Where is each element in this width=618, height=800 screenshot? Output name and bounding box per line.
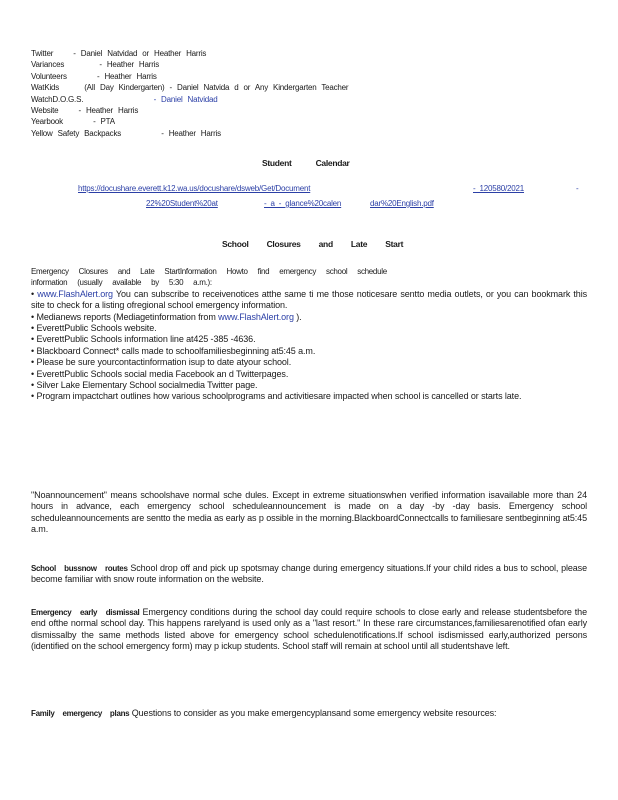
list-item: • Program impactchart outlines how various schoolprograms and activitiesare impacted when school is cancelled or starts late. xyxy=(31,391,522,402)
family-plans-heading: Family emergency plans xyxy=(31,709,130,718)
closures-section xyxy=(31,266,587,403)
bus-routes-text: School drop off and pick up spotsmay change during emergency situations.If your child rides a bus to school, please become familiar with snow route information on the website. xyxy=(31,563,587,585)
role-contact: - Heather Harris xyxy=(78,106,139,116)
role-row xyxy=(31,128,348,139)
flashalert-link[interactable]: www.FlashAlert.org xyxy=(37,288,113,299)
calendar-heading: Student Calendar xyxy=(262,158,350,168)
role-label: Twitter xyxy=(31,49,54,58)
role-row xyxy=(31,59,348,70)
bus-routes-heading: School bussnow routes xyxy=(31,564,128,573)
calendar-link-line2[interactable]: 22%20Student%20at xyxy=(146,199,218,208)
role-contact: - Heather Harris xyxy=(96,71,157,81)
role-contact: - Heather Harris xyxy=(161,128,221,138)
closures-lead: Emergency Closures and Late StartInformation Howto find emergency school schedule xyxy=(31,267,387,276)
volunteer-roles-list xyxy=(31,48,348,139)
early-dismissal-text: Emergency conditions during the school day could require schools to close early and release studentsbefore the end ofthe normal school day. This happens rarelyand is used only as a "last resort." In these rare circumstances,familiesarenotified ofan early dismissalby the same methods listed above for emergency school schedulenotifications.If school isdismissed early,authorized persons (identified on the school emergency form) may p ickup students. School staff will remain at school until all studentshave left. xyxy=(31,607,587,652)
role-label: Variances xyxy=(31,60,65,70)
calendar-link-dash: - xyxy=(576,184,579,193)
role-label: Yearbook xyxy=(31,117,63,127)
calendar-link-line1[interactable]: https://docushare.everett.k12.wa.us/docushare/dsweb/Get/Document xyxy=(78,184,311,193)
role-contact: - Daniel Natvidad xyxy=(153,94,218,104)
list-item: • Silver Lake Elementary School socialmedia Twitter page. xyxy=(31,380,258,391)
role-contact: - Daniel Natvidad or Heather Harris xyxy=(73,49,207,58)
no-announcement-paragraph: "Noannouncement" means schoolshave normal sche dules. Except in extreme situationswhen verified information isavailable more than 24 hours in advance, each emergency school scheduleannouncement is made on a day -by -day basis. Emergency school scheduleannouncements are sentto the media as early as p ossible in the morning.BlackboardConnectcalls to familiesare sentbeginning at5:45 a.m. xyxy=(31,490,587,535)
early-dismissal-section xyxy=(31,607,587,653)
calendar-link-line2c[interactable]: dar%20English.pdf xyxy=(370,199,434,208)
role-label: WatKids xyxy=(31,83,60,93)
list-item: • Blackboard Connect* calls made to schoolfamiliesbeginning at5:45 a.m. xyxy=(31,345,316,356)
list-item: • Please be sure yourcontactinformation isup to date atyour school. xyxy=(31,357,292,368)
bus-routes-section xyxy=(31,563,587,586)
list-item: • Medianews reports (Mediagetinformation from www.FlashAlert.org ). xyxy=(31,311,302,322)
role-row xyxy=(31,94,348,105)
family-plans-text: Questions to consider as you make emergencyplansand some emergency website resources: xyxy=(129,708,497,718)
role-label: Volunteers xyxy=(31,71,67,81)
role-contact: (All Day Kindergarten) - Daniel Natvida d or Any Kindergarten Teacher xyxy=(84,83,349,93)
role-row xyxy=(31,82,348,93)
calendar-link-suffix[interactable]: - 120580/2021 xyxy=(473,184,525,193)
role-contact: - PTA xyxy=(93,117,115,127)
list-item: • EverettPublic Schools social media Facebook an d Twitterpages. xyxy=(31,368,289,379)
list-item: • www.FlashAlert.org You can subscribe to receivenotices atthe same ti me those noticesare sentto media outlets, or you can bookmark this site to check for a listing ofregional school emergency information. xyxy=(31,288,588,311)
list-item: • EverettPublic Schools information line at425 -385 -4636. xyxy=(31,334,256,345)
role-label: WatchD.O.G.S. xyxy=(31,94,84,104)
flashalert-link-2[interactable]: www.FlashAlert.org xyxy=(218,311,294,322)
list-item: • EverettPublic Schools website. xyxy=(31,323,157,334)
role-row xyxy=(31,116,348,127)
role-row xyxy=(31,48,348,59)
closures-heading: School Closures and Late Start xyxy=(222,239,404,249)
early-dismissal-heading: Emergency early dismissal xyxy=(31,608,140,617)
role-contact: - Heather Harris xyxy=(99,60,160,70)
calendar-link-line2b[interactable]: - a - glance%20calen xyxy=(264,199,342,208)
closures-lead-2: information (usually available by 5:30 a.m.): xyxy=(31,278,212,288)
role-label: Website xyxy=(31,106,59,116)
family-plans-section xyxy=(31,708,587,719)
role-row xyxy=(31,105,348,116)
role-label: Yellow Safety Backpacks xyxy=(31,128,122,138)
role-row xyxy=(31,71,348,82)
